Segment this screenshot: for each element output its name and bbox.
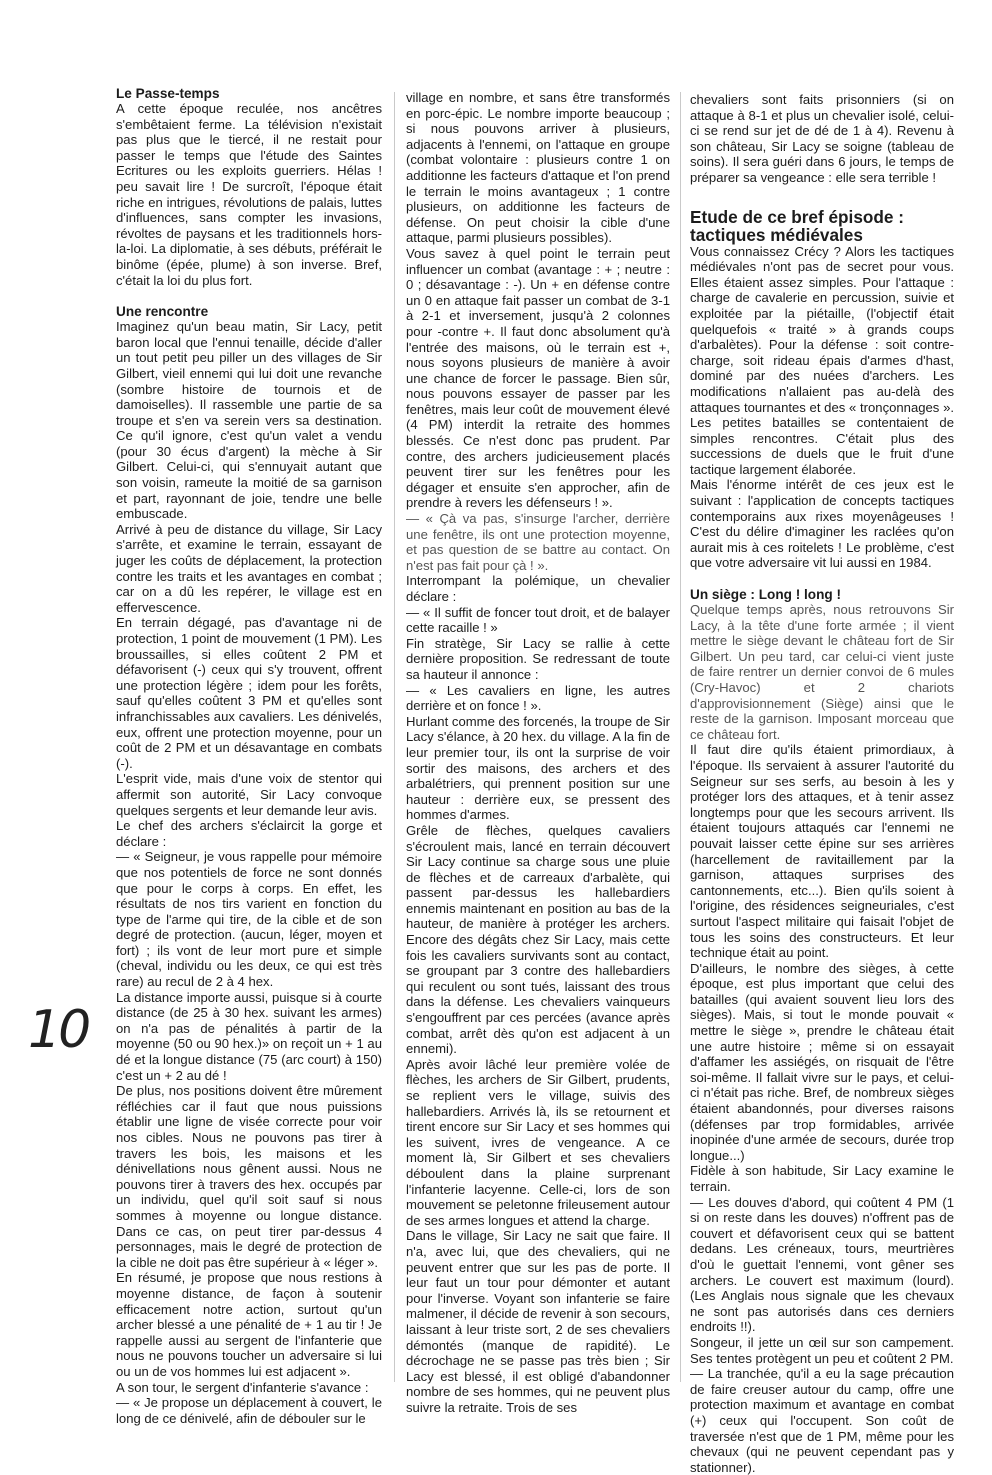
- heading-etude: Etude de ce bref épisode : tactiques médiévales: [690, 206, 904, 245]
- paragraph: village en nombre, et sans être transformés en porc-épic. Le nombre importe beaucoup ; si nous pouvons arriver à plusieurs, adjacents à l'ennemi, on l'attaque en groupe (combat volontaire : plusieurs contre 1 on additionne les facteurs d'attaque et l'on prend le terrain le moins avantageux ; 1 contre plusieurs, on additionne les facteurs de défense. On peut choisir la cible d'une attaque, parmi plusieurs possibles).: [406, 90, 670, 246]
- paragraph: Fin stratège, Sir Lacy se rallie à cette dernière proposition. Se redressant de toute sa hauteur il annonce :: [406, 635, 670, 682]
- paragraph: Vous savez à quel point le terrain peut influencer un combat (avantage : + ; neutre : 0 ; désavantage : -). Un + en défense contre un 0 en attaque fait passer un combat de 3-1 à 2-1 et inversement, jusqu'à 2 colonnes pour -contre +. Il faut donc absolument qu'à l'entrée des maisons, où le terrain est +, nous soyons plusieurs de manière à avoir une chance de forcer le passage. Bien sûr, nous pouvons essayer de passer par les fenêtres, mais leur coût de mouvement élevé (4 PM) interdit la retraite des hommes blessés. Ce n'est donc pas prudent. Par contre, des archers judicieusement placés peuvent tirer sur les fenêtres pour les dégager et ensuite s'en approcher, afin de prendre à revers les défenseurs ! ».: [406, 245, 670, 511]
- paragraph: L'esprit vide, mais d'une voix de stentor qui affermit son autorité, Sir Lacy convoque quelques sergents et leur demande leur avis.: [116, 771, 382, 818]
- paragraph: — Les douves d'abord, qui coûtent 4 PM (1 si on reste dans les douves) n'offrent pas de couvert et défavorisent ceux qui se battent dedans. Les créneaux, tours, meurtrières d'où le guettait l'ennemi, vont gêner ses archers. Le couvert est maximum (lourd). (Les Anglais nous signale que les chevaux ne sont pas autorisés dans ces derniers endroits !!).: [690, 1194, 954, 1335]
- paragraph: chevaliers sont faits prisonniers (si on attaque à 8-1 et plus un chevalier isolé, celui-ci se rend sur jet de dé de 1 à 4). Revenu à son château, Sir Lacy se soigne (tableau de soins). Il sera guéri dans 6 jours, le temps de préparer sa vengeance : elle sera terrible !: [690, 92, 954, 185]
- column-1: [116, 86, 382, 1426]
- paragraph: — « Les cavaliers en ligne, les autres derrière et on fonce ! ».: [406, 682, 670, 714]
- paragraph: Il faut dire qu'ils étaient primordiaux, à l'époque. Ils servaient à assurer l'autorité du Seigneur sur ses serfs, au besoin à les y protéger lors des attaques, et à tenir assez longtemps pour que les secours arrivent. Ils étaient toujours attaqués car l'ennemi ne pouvait laisser cette épine sur ses arrières (harcellement de ravitaillement par la garnison, attaques surprises des cantonnements, etc...). Bien qu'ils soient à l'origine, des résidences seigneuriales, c'est surtout l'aspect militaire qui faisait l'objet de tous les soins des constructeurs. Et leur technique était au point.: [690, 742, 954, 961]
- heading-passe-temps: Le Passe-temps: [116, 86, 220, 101]
- page-number: 10: [28, 1000, 89, 1060]
- paragraph: — La tranchée, qu'il a eu la sage précaution de faire creuser autour du camp, offre une protection maximum et avantage en combat (+) ceux qui l'occupent. Son coût de traversée n'est que de 1 PM, même pour les chevaux (qui ne peuvent cependant pas y stationner).: [690, 1366, 954, 1475]
- paragraph: Grêle de flèches, quelques cavaliers s'écroulent mais, lancé en terrain découvert Sir Lacy continue sa charge sous une pluie de flèches et de carreaux d'arbalète, qui passent par-dessus les hallebardiers ennemis maintenant en position au bas de la hauteur, de manière à protéger les archers. Encore des dégâts chez Sir Lacy, mais cette fois les cavaliers survivants sont au contact, se groupant par 3 contre des hallebardiers qui reculent ou sont tués, laissant des trous dans la défense. Les chevaliers vainqueurs s'engouffrent par ces percées (avance après combat, arrêt dès qu'on est adjacent à un ennemi).: [406, 822, 670, 1057]
- paragraph: En terrain dégagé, pas d'avantage ni de protection, 1 point de mouvement (1 PM). Les broussailles, si elles coûtent 2 PM et défavorisent (-) ceux qui s'y trouvent, offrent une protection légère ; idem pour les forêts, sauf qu'elles coûtent 3 PM et qu'elles sont infranchissables aux cavaliers. Les dénivelés, eux, offrent une protection moyenne, pour un coût de 2 PM et un désavantage en combats (-).: [116, 615, 382, 771]
- paragraph: Hurlant comme des forcenés, la troupe de Sir Lacy s'élance, à 20 hex. du village. A la fin de leur premier tour, ils ont la surprise de voir sortir des maisons, des archers et des arbalétriers, qui prennent position sur une hauteur : derrière eux, se pressent des hommes d'armes.: [406, 713, 670, 823]
- paragraph: Fidèle à son habitude, Sir Lacy examine le terrain.: [690, 1163, 954, 1194]
- paragraph: La distance importe aussi, puisque si à courte distance (de 25 à 30 hex. suivant les armes) on n'a pas de pénalités à partir de la moyenne (50 ou 90 hex.)» on reçoit un + 1 au dé et la longue distance (75 (arc court) à 150) c'est un + 2 au dé !: [116, 989, 382, 1083]
- paragraph: Songeur, il jette un œil sur son campement. Ses tentes protègent un peu et coûtent 2 PM.: [690, 1334, 954, 1366]
- column-divider: [394, 92, 395, 1382]
- column-2: [406, 90, 670, 1415]
- paragraph: Mais l'énorme intérêt de ces jeux est le suivant : l'application de concepts tactiques contemporains aux rixes moyenâgeuses ! C'est du délire d'imaginer les raclées qu'on aurait mis à ces roitelets ! Le problème, c'est que votre adversaire vit lui aussi en 1984.: [690, 477, 954, 571]
- column-3: [690, 92, 954, 1475]
- paragraph: Interrompant la polémique, un chevalier déclare :: [406, 573, 670, 604]
- paragraph: — « Il suffit de foncer tout droit, et de balayer cette racaille ! »: [406, 604, 670, 636]
- paragraph: A cette époque reculée, nos ancêtres s'embêtaient ferme. La télévision n'existait pas plus que le tiercé, il ne restait pour passer le temps que l'étude des Saintes Ecritures ou les exploits guerriers. Hélas ! peu savait lire ! De surcroît, l'époque était riche en intrigues, révolutions de palais, luttes d'influences, sans compter les invasions, révoltes de paysans et les traditionnels hors-la-loi. La diplomatie, à ses débuts, préférait le binôme (épée, plume) à son inverse. Bref, c'était la loi du plus fort.: [116, 101, 382, 288]
- paragraph: Dans le village, Sir Lacy ne sait que faire. Il n'a, avec lui, que des chevaliers, qui ne peuvent entrer que sur les pas de porte. Il leur faut un tour pour démonter et autant pour l'inverse. Voyant son infanterie se faire malmener, il décide de revenir à son secours, laissant à leur triste sort, 2 de ses chevaliers démontés (manque de rapidité). Le décrochage ne se passe pas très bien ; Sir Lacy est blessé, il est obligé d'abandonner nombre de ses hommes, qui ne peuvent plus suivre la retraite. Trois de ses: [406, 1228, 670, 1415]
- paragraph: Le chef des archers s'éclaircit la gorge et déclare :: [116, 818, 382, 849]
- paragraph: — « Je propose un déplacement à couvert, le long de ce dénivelé, afin de débouler sur le: [116, 1395, 382, 1426]
- paragraph: Imaginez qu'un beau matin, Sir Lacy, petit baron local que l'ennui tenaille, décide d'aller un tout petit peu piller un des villages de Sir Gilbert, vieil ennemi qui lui doit une revanche (sombre histoire de tournois et de damoiselles). Il rassemble une partie de sa troupe et s'en va serein vers sa destination. Ce qu'il ignore, c'est qu'un valet a vendu (pour 30 écus d'argent) la mèche à Sir Gilbert. Celui-ci, qui s'ennuyait autant que son voisin, rameute la moitié de sa garnison et part, rayonnant de joie, tendre une belle embuscade.: [116, 319, 382, 522]
- heading-rencontre: Une rencontre: [116, 304, 209, 320]
- paragraph: — « Seigneur, je vous rappelle pour mémoire que nos potentiels de force ne sont donnés que pour le corps à corps. En effet, les résultats de nos tirs varient en fonction du type de l'arme qui tire, de la cible et de son degré de protection. (aucun, léger, moyen et fort) ; ils vont de leur mort pure et simple (cheval, individu ou les deux, ce qui est très rare) au recul de 2 à 4 hex.: [116, 849, 382, 990]
- paragraph: En résumé, je propose que nous restions à moyenne distance, de façon à soutenir efficacement notre action, surtout qu'un archer blessé a une pénalité de + 1 au tir ! Je rappelle aussi au sergent de l'infanterie que nous ne pouvons toucher un adversaire si lui ou un de vos hommes lui est adjacent ».: [116, 1270, 382, 1379]
- paragraph: A son tour, le sergent d'infanterie s'avance :: [116, 1379, 369, 1395]
- paragraph: De plus, nos positions doivent être mûrement réfléchies car il faut que nous puissions établir une ligne de visée correcte pour voir nos cibles. Nous ne pouvons pas tirer à travers les bois, les maisons et les dénivellations nous gênent aussi. Nous ne pouvons tirer à travers des hex. occupés par un individu, quel qu'il soit sauf si nous sommes à moyenne ou longue distance. Dans ce cas, on peut tirer par-dessus 4 personnages, mais le degré de protection de la cible ne doit pas être supérieur à « léger ».: [116, 1083, 382, 1270]
- column-divider: [680, 92, 681, 1382]
- paragraph: — « Çà va pas, s'insurge l'archer, derrière une fenêtre, ils ont une protection moyenne, et pas question de se battre au contact. On n'est pas fait pour çà ! ».: [406, 511, 670, 573]
- paragraph: Vous connaissez Crécy ? Alors les tactiques médiévales n'ont pas de secret pour vous. Elles étaient assez simples. Pour l'attaque : charge de cavalerie en percussion, suivie et exploitée par la piétaille, (l'objectif était quelquefois « traité » à grands coups d'arbalètes). Pour la défense : soit contre-charge, soit rideau épais d'armes d'hast, dominé par des nuées d'archers. Les modifications n'allaient pas au-delà des attaques tournantes et des « tronçonnages ». Les petites batailles se contentaient de simples rencontres. C'était plus des successions de duels que le fruit d'une tactique largement élaborée.: [690, 243, 954, 477]
- paragraph: D'ailleurs, le nombre des sièges, à cette époque, est plus important que celui des batailles (qui avaient souvent lieu lors des sièges). Mais, si tout le monde pouvait « mettre le siège », prendre le château était une autre histoire ; même si on essayait d'affamer les assiégés, on risquait de l'être soi-même. Il fallait vivre sur le pays, et celui-ci n'était pas riche. Bref, de nombreux sièges étaient abandonnés, pour diverses raisons (défenses par trop formidables, arrivée inopinée d'une armée de secours, durée trop longue...): [690, 960, 954, 1163]
- paragraph: Quelque temps après, nous retrouvons Sir Lacy, à la tête d'une forte armée ; il vient mettre le siège devant le château fort de Sir Gilbert. Un peu tard, car celui-ci vient juste de faire rentrer un dernier convoi de 6 mules (Cry-Havoc) et 2 chariots d'approvisionnement (Siège) ainsi que le reste de la garnison. Imposant morceau que ce château fort.: [690, 602, 954, 742]
- paragraph: Arrivé à peu de distance du village, Sir Lacy s'arrête, et examine le terrain, essayant de juger les coûts de déplacement, la protection contre les traits et les avantages en combat ; car on a dû les repérer, le village est en effervescence.: [116, 521, 382, 615]
- heading-siege: Un siège : Long ! long !: [690, 587, 842, 603]
- paragraph: Après avoir lâché leur première volée de flèches, les archers de Sir Gilbert, prudents, se replient vers le village, suivis des hallebardiers. Arrivés là, ils se retournent et tirent encore sur Sir Lacy et ses hommes qui les suivent, ivres de vengeance. A ce moment là, Sir Gilbert et ses chevaliers déboulent dans la plaine surprenant l'infanterie lacyenne. Celle-ci, lors de son mouvement se peletonne frileusement autour de ses armes longues et attend la charge.: [406, 1056, 670, 1228]
